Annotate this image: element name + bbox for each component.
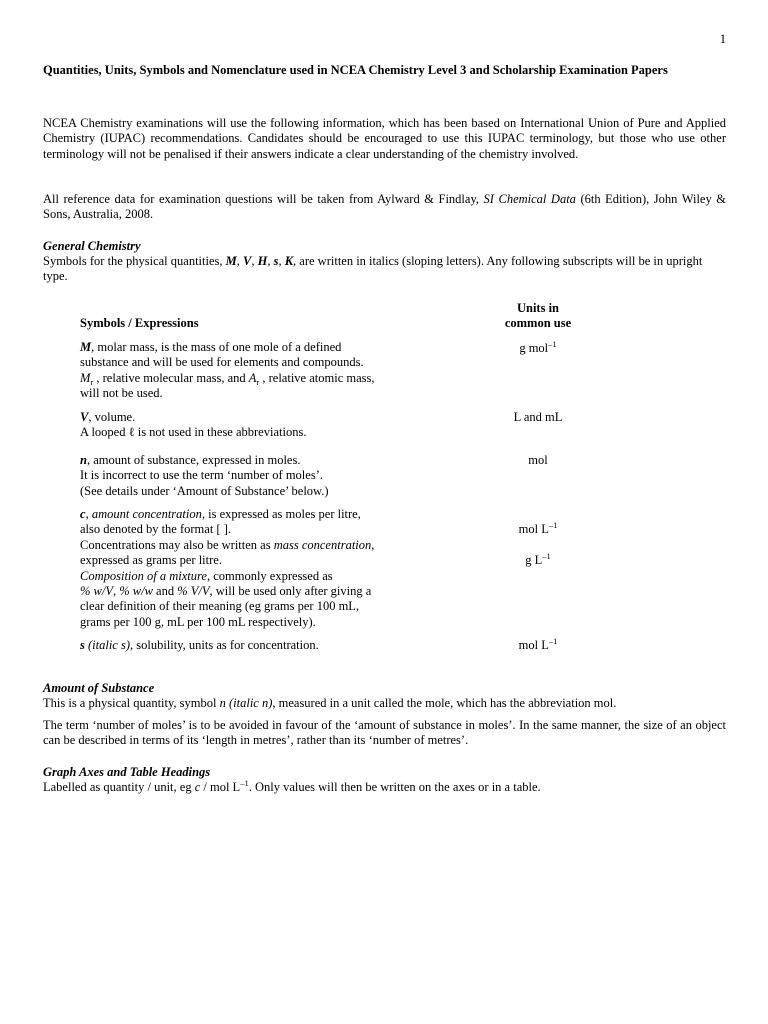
document-title: Quantities, Units, Symbols and Nomenclature used in NCEA Chemistry Level 3 and Scholarship Examination Papers xyxy=(43,63,668,77)
graph-unit: / mol L xyxy=(200,780,241,794)
graph-section-heading: Graph Axes and Table Headings xyxy=(43,765,211,779)
molar-mass-unit xyxy=(470,341,606,356)
volume-line1: , volume. xyxy=(88,410,136,424)
volume-symbol: V xyxy=(80,410,89,424)
concentration-unit1-exp: –1 xyxy=(548,520,558,530)
solubility-text: , solubility, units as for concentration. xyxy=(130,638,319,652)
units-header-line2: common use xyxy=(504,316,572,331)
concentration-unit2-text: g L xyxy=(525,553,543,567)
general-text-before: Symbols for the physical quantities, xyxy=(43,254,226,268)
symbols-header: Symbols / Expressions xyxy=(80,316,199,330)
concentration-line6: , will be used only after giving a xyxy=(209,584,372,599)
reference-book-title: SI Chemical Data xyxy=(483,192,576,206)
concentration-line4: expressed as grams per litre. xyxy=(80,553,222,568)
graph-text-before: Labelled as quantity / unit, eg xyxy=(43,780,195,794)
graph-unit-exp: –1 xyxy=(240,778,249,788)
amount-entry xyxy=(80,453,420,499)
amount-unit: mol xyxy=(528,453,548,467)
reference-text-before: All reference data for examination questions will be taken from Aylward & Findlay, xyxy=(43,192,484,206)
units-header xyxy=(470,301,606,332)
symbol-k: K xyxy=(284,254,294,268)
general-text-after: , are written in italics (sloping letters). Any following subscripts will be in upright type. xyxy=(43,254,703,284)
pct-ww: % w/w xyxy=(119,584,153,599)
symbol-v: V xyxy=(243,254,252,268)
molar-mass-symbol: M xyxy=(80,340,92,354)
concentration-unit-g xyxy=(470,553,606,568)
amount-line1: , amount of substance, expressed in moles. xyxy=(86,453,301,467)
mr-text: , relative molecular mass, and xyxy=(93,370,249,385)
molar-mass-line2: substance and will be used for elements and compounds. xyxy=(80,355,364,370)
amount-section-p2: The term ‘number of moles’ is to be avoided in favour of the ‘amount of substance in moles’. In the same manner, the size of an object can be described in terms of its ‘length in metres’, rather than its ‘number of metres’. xyxy=(43,718,726,748)
concentration-unit2-exp: –1 xyxy=(542,551,551,561)
volume-entry xyxy=(80,410,420,441)
amount-p1-italic: n (italic n) xyxy=(219,696,273,710)
graph-section-paragraph xyxy=(43,780,726,795)
concentration-line3-before: Concentrations may also be written as xyxy=(80,537,274,552)
solubility-unit-exp: –1 xyxy=(548,636,558,646)
amount-symbol: n xyxy=(80,453,87,467)
graph-symbol: c xyxy=(194,780,201,794)
amount-section-p1 xyxy=(43,696,726,711)
mr-subscript: r xyxy=(90,376,94,387)
symbol-m: M xyxy=(225,254,237,268)
pct-vv: % V/V xyxy=(177,584,210,599)
molar-mass-line4: will not be used. xyxy=(80,386,163,401)
concentration-unit-mol xyxy=(470,522,606,537)
reference-text-after: (6th Edition), John Wiley & Sons, Australia, 2008. xyxy=(43,192,726,222)
units-header-line1: Units in xyxy=(516,301,560,315)
amount-p1-before: This is a physical quantity, symbol xyxy=(43,696,220,710)
concentration-symbol: c xyxy=(80,507,86,521)
symbol-h: H xyxy=(257,254,268,268)
ar-text: , relative atomic mass, xyxy=(259,370,375,385)
page-number: 1 xyxy=(719,32,726,46)
molar-mass-unit-text: g mol xyxy=(519,341,549,355)
concentration-line1: , is expressed as moles per litre, xyxy=(201,507,361,521)
volume-line2: A looped ℓ is not used in these abbreviations. xyxy=(80,425,307,440)
solubility-note: (italic s) xyxy=(88,638,131,652)
graph-text-after: . Only values will then be written on the axes or in a table. xyxy=(248,780,541,794)
concentration-entry: c, amount concentration, is expressed as moles per litre, also denoted by the format [ ]. Concentrations may also be written as mass concentration, expressed as grams per litre. Composition of a mixture, commonly expressed as % w/V, % w/w and % V/V, will be used only after giving a clear definition of their meaning (eg grams per 100 mL, grams per 100 g, mL per 100 mL respectively). xyxy=(80,507,420,630)
solubility-symbol: s xyxy=(80,638,85,652)
mass-concentration-term: mass concentration xyxy=(273,537,372,552)
molar-mass-line1: , molar mass, is the mass of one mole of a defined xyxy=(91,340,342,354)
concentration-line3-after: , xyxy=(371,537,375,552)
volume-unit: L and mL xyxy=(513,410,563,424)
concentration-line5: , commonly expressed as xyxy=(206,568,333,583)
concentration-line7: clear definition of their meaning (eg grams per 100 mL, xyxy=(80,599,360,614)
concentration-unit1-text: mol L xyxy=(518,522,549,536)
pct-wv: % w/V xyxy=(80,584,113,599)
solubility-unit xyxy=(470,638,606,653)
mixture-term: Composition of a mixture xyxy=(80,568,207,583)
concentration-term: amount concentration xyxy=(91,507,202,521)
amount-p1-after: , measured in a unit called the mole, which has the abbreviation mol. xyxy=(272,696,617,710)
concentration-line2: also denoted by the format [ ]. xyxy=(80,522,231,537)
amount-line3: (See details under ‘Amount of Substance’ below.) xyxy=(80,483,329,498)
ar-subscript: r xyxy=(256,376,260,387)
amount-line2: It is incorrect to use the term ‘number of moles’. xyxy=(80,468,323,483)
concentration-line8: grams per 100 g, mL per 100 mL respectively). xyxy=(80,614,316,629)
general-chemistry-heading: General Chemistry xyxy=(43,239,141,253)
general-chemistry-paragraph: Symbols for the physical quantities, M, V, H, s, K, are written in italics (sloping letters). Any following subscripts will be in upright type. xyxy=(43,254,703,284)
solubility-unit-text: mol L xyxy=(518,638,549,652)
molar-mass-unit-exp: –1 xyxy=(548,339,557,349)
solubility-entry xyxy=(80,638,440,653)
reference-paragraph xyxy=(43,192,726,223)
molar-mass-entry: M, molar mass, is the mass of one mole of a defined substance and will be used for elements and compounds. $M_r$ , relative molecular mass, and $A_r$ , relative atomic mass, will not be used. xyxy=(80,340,420,402)
amount-section-heading: Amount of Substance xyxy=(43,681,155,695)
intro-paragraph: NCEA Chemistry examinations will use the following information, which has been based on International Union of Pure and Applied Chemistry (IUPAC) recommendations. Candidates should be encouraged to use this IUPAC terminology, but those who use other terminology will not be penalised if their answers indicate a clear understanding of the chemistry involved. xyxy=(43,116,726,161)
symbol-s: s xyxy=(273,254,279,268)
